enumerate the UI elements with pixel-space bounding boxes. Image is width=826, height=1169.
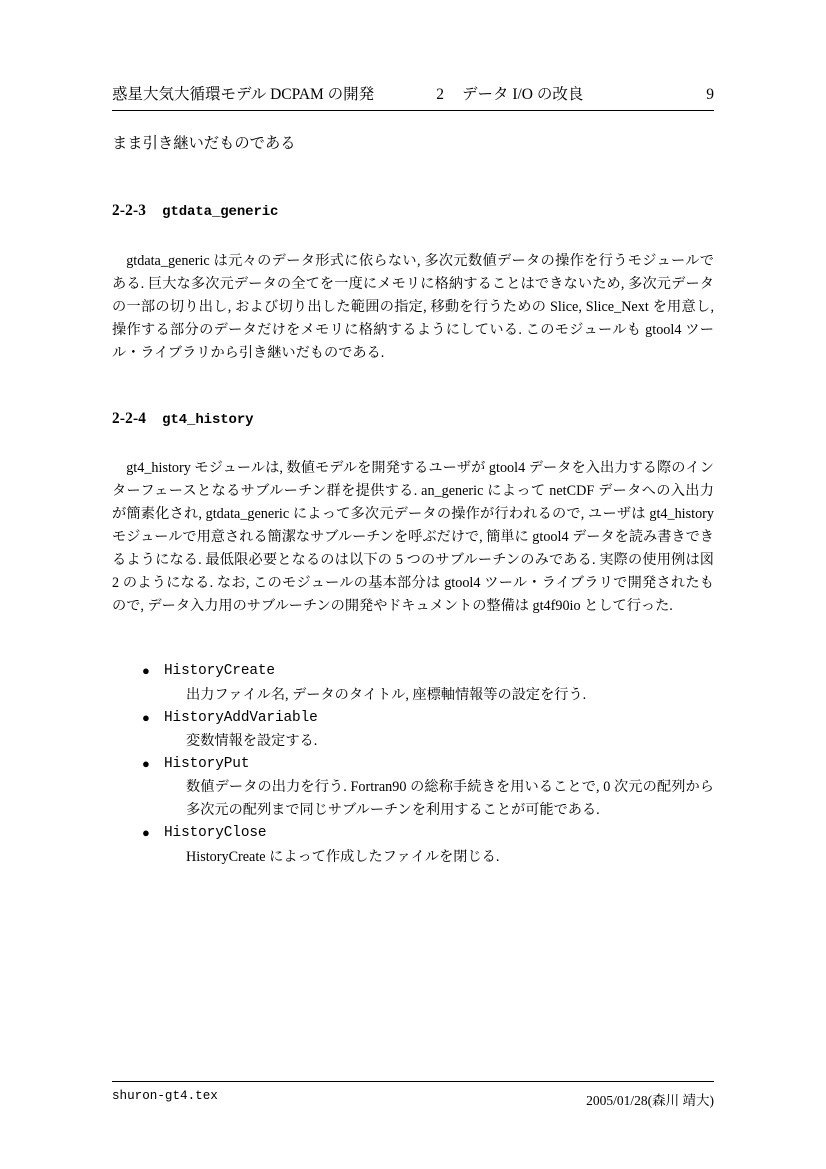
list-item [142,753,714,822]
list-item-name: HistoryAddVariable [164,709,318,726]
page-content [112,132,714,869]
list-item-description: 数値データの出力を行う. Fortran90 の総称手続きを用いることで, 0 次元の配列から多次元の配列まで同じサブルーチンを利用することが可能である. [186,779,714,819]
list-item-name: HistoryCreate [164,663,275,680]
paragraph-gt4-history: gt4_history モジュールは, 数値モデルを開発するユーザが gtool4 データを入出力する際のインターフェースとなるサブルーチン群を提供する. an_generic によって netCDF データへの入出力が簡素化され, gtdata_generic によって多次元データの操作が行われるので, ユーザは gt4_history モジュールで用意される簡潔なサブルーチンを呼ぶだけで, 簡単に gtool4 データを読み書きできるようになる. 最低限必要となるのは以下の 5 つのサブルーチンのみである. 実際の使用例は図 2 のようになる. なお, このモジュールの基本部分は gtool4 ツール・ライブラリで開発されたもので, データ入力用のサブルーチンの開発やドキュメントの整備は gt4f90io として行った. [112,460,714,615]
subsection-title: gt4_history [162,411,254,428]
bullet-icon: ● [142,825,150,841]
list-item [142,707,714,753]
list-item-description: HistoryCreate によって作成したファイルを閉じる. [186,848,500,865]
list-item [142,660,714,706]
subsection-heading-gtdata-generic [112,199,714,224]
list-item-description: 変数情報を設定する. [186,732,318,749]
bullet-icon: ● [142,709,150,725]
continued-paragraph: まま引き継いだものである [112,135,296,152]
subsection-heading-gt4-history [112,407,714,432]
list-item-name: HistoryClose [164,825,267,842]
subroutine-list [112,660,714,868]
footer-filename: shuron-gt4.tex [112,1089,218,1103]
bullet-icon: ● [142,755,150,771]
page-number: 9 [706,86,714,103]
running-head-title: 惑星大気大循環モデル DCPAM の開発 [112,86,375,103]
list-item-name: HistoryPut [164,755,250,772]
running-head [112,82,714,111]
subsection-title: gtdata_generic [162,203,279,220]
list-item [142,822,714,868]
bullet-icon: ● [142,663,150,679]
subsection-number: 2-2-4 [112,409,147,427]
list-item-description: 出力ファイル名, データのタイトル, 座標軸情報等の設定を行う. [186,686,587,703]
footer-date-author: 2005/01/28(森川 靖大) [586,1093,714,1108]
paragraph-gtdata-generic: gtdata_generic は元々のデータ形式に依らない, 多次元数値データの操作を行うモジュールである. 巨大な多次元データの全てを一度にメモリに格納することはできないため, 多次元データの一部の切り出し, および切り出した範囲の指定, 移動を行うための Slice, Slice_Next を用意し, 操作する部分のデータだけをメモリに格納するようにしている. このモジュールも gtool4 ツール・ライブラリから引き継いだものである. [112,252,714,361]
running-head-section-title: データ I/O の改良 [461,86,584,103]
page-footer [112,1081,714,1109]
running-head-section-number: 2 [436,86,444,103]
running-head-section [436,82,583,104]
subsection-number: 2-2-3 [112,201,147,219]
